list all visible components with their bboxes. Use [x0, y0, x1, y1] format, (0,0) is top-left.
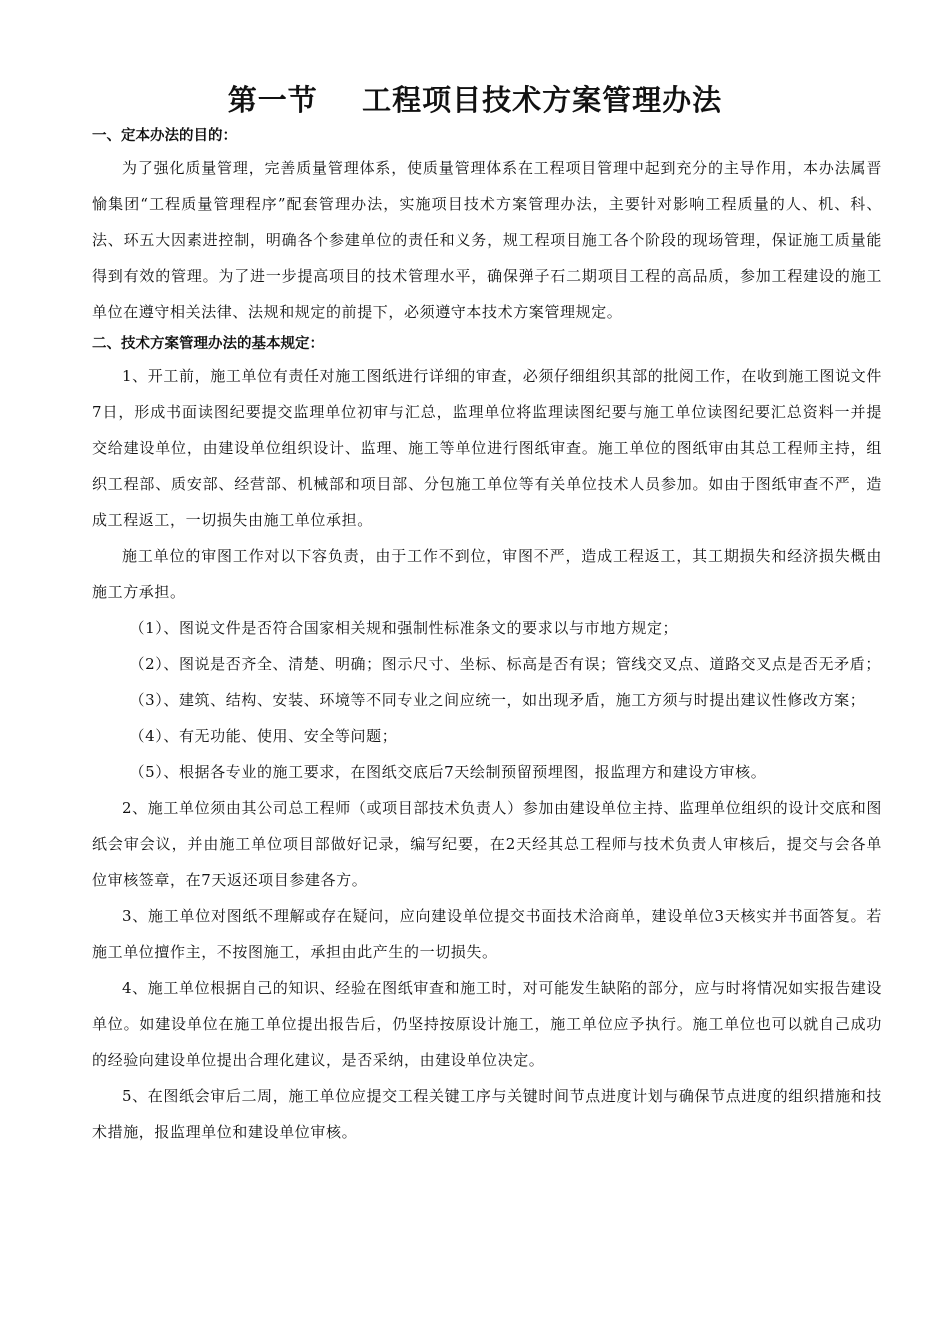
paragraph: 施工单位的审图工作对以下容负责，由于工作不到位，审图不严，造成工程返工，其工期损失和经济损失概由施工方承担。	[92, 547, 882, 601]
list-item: （2）、图说是否齐全、清楚、明确；图示尺寸、坐标、标高是否有误；管线交叉点、道路交叉点是否无矛盾；	[129, 655, 881, 673]
paragraph: 1、开工前，施工单位有责任对施工图纸进行详细的审查，必须仔细组织其部的批阅工作，在收到施工图说文件7日，形成书面读图纪要提交监理单位初审与汇总，监理单位将监理读图纪要与施工单位读图纪要汇总资料一并提交给建设单位，由建设单位组织设计、监理、施工等单位进行图纸审查。施工单位的图纸审由其总工程师主持，组织工程部、质安部、经营部、机械部和项目部、分包施工单位等有关单位技术人员参加。如由于图纸审查不严，造成工程返工，一切损失由施工单位承担。	[92, 367, 882, 529]
paragraph: 4、施工单位根据自己的知识、经验在图纸审查和施工时，对可能发生缺陷的部分，应与时将情况如实报告建设单位。如建设单位在施工单位提出报告后，仍坚持按原设计施工，施工单位应予执行。施工单位也可以就自己成功的经验向建设单位提出合理化建议，是否采纳，由建设单位决定。	[92, 979, 882, 1069]
list-item: （1）、图说文件是否符合国家相关规和强制性标准条文的要求以与市地方规定；	[129, 619, 679, 637]
document-body	[92, 122, 882, 1150]
section-heading-purpose: 一、定本办法的目的：	[92, 128, 237, 144]
paragraph: 3、施工单位对图纸不理解或存在疑问，应向建设单位提交书面技术洽商单，建设单位3天核实并书面答复。若施工单位擅作主，不按图施工，承担由此产生的一切损失。	[92, 907, 882, 961]
paragraph: 2、施工单位须由其公司总工程师（或项目部技术负责人）参加由建设单位主持、监理单位组织的设计交底和图纸会审会议，并由施工单位项目部做好记录，编写纪要，在2天经其总工程师与技术负责人审核后，提交与会各单位审核签章，在7天返还项目参建各方。	[92, 799, 882, 889]
section-heading-basic-rules: 二、技术方案管理办法的基本规定：	[92, 336, 324, 352]
list-item: （3）、建筑、结构、安装、环境等不同专业之间应统一，如出现矛盾，施工方须与时提出建议性修改方案；	[129, 691, 866, 709]
document-title: 第一节 工程项目技术方案管理办法	[227, 83, 723, 117]
paragraph: 5、在图纸会审后二周，施工单位应提交工程关键工序与关键时间节点进度计划与确保节点进度的组织措施和技术措施，报监理单位和建设单位审核。	[92, 1087, 882, 1141]
list-item: （4）、有无功能、使用、安全等问题；	[129, 727, 398, 745]
paragraph: 为了强化质量管理，完善质量管理体系，使质量管理体系在工程项目管理中起到充分的主导作用，本办法属晋愉集团“工程质量管理程序”配套管理办法，实施项目技术方案管理办法，主要针对影响工程质量的人、机、科、法、环五大因素进控制，明确各个参建单位的责任和义务，规工程项目施工各个阶段的现场管理，保证施工质量能得到有效的管理。为了进一步提高项目的技术管理水平，确保弹子石二期项目工程的高品质，参加工程建设的施工单位在遵守相关法律、法规和规定的前提下，必须遵守本技术方案管理规定。	[92, 159, 882, 321]
list-item: （5）、根据各专业的施工要求，在图纸交底后7天绘制预留预埋图，报监理方和建设方审核。	[129, 763, 767, 781]
